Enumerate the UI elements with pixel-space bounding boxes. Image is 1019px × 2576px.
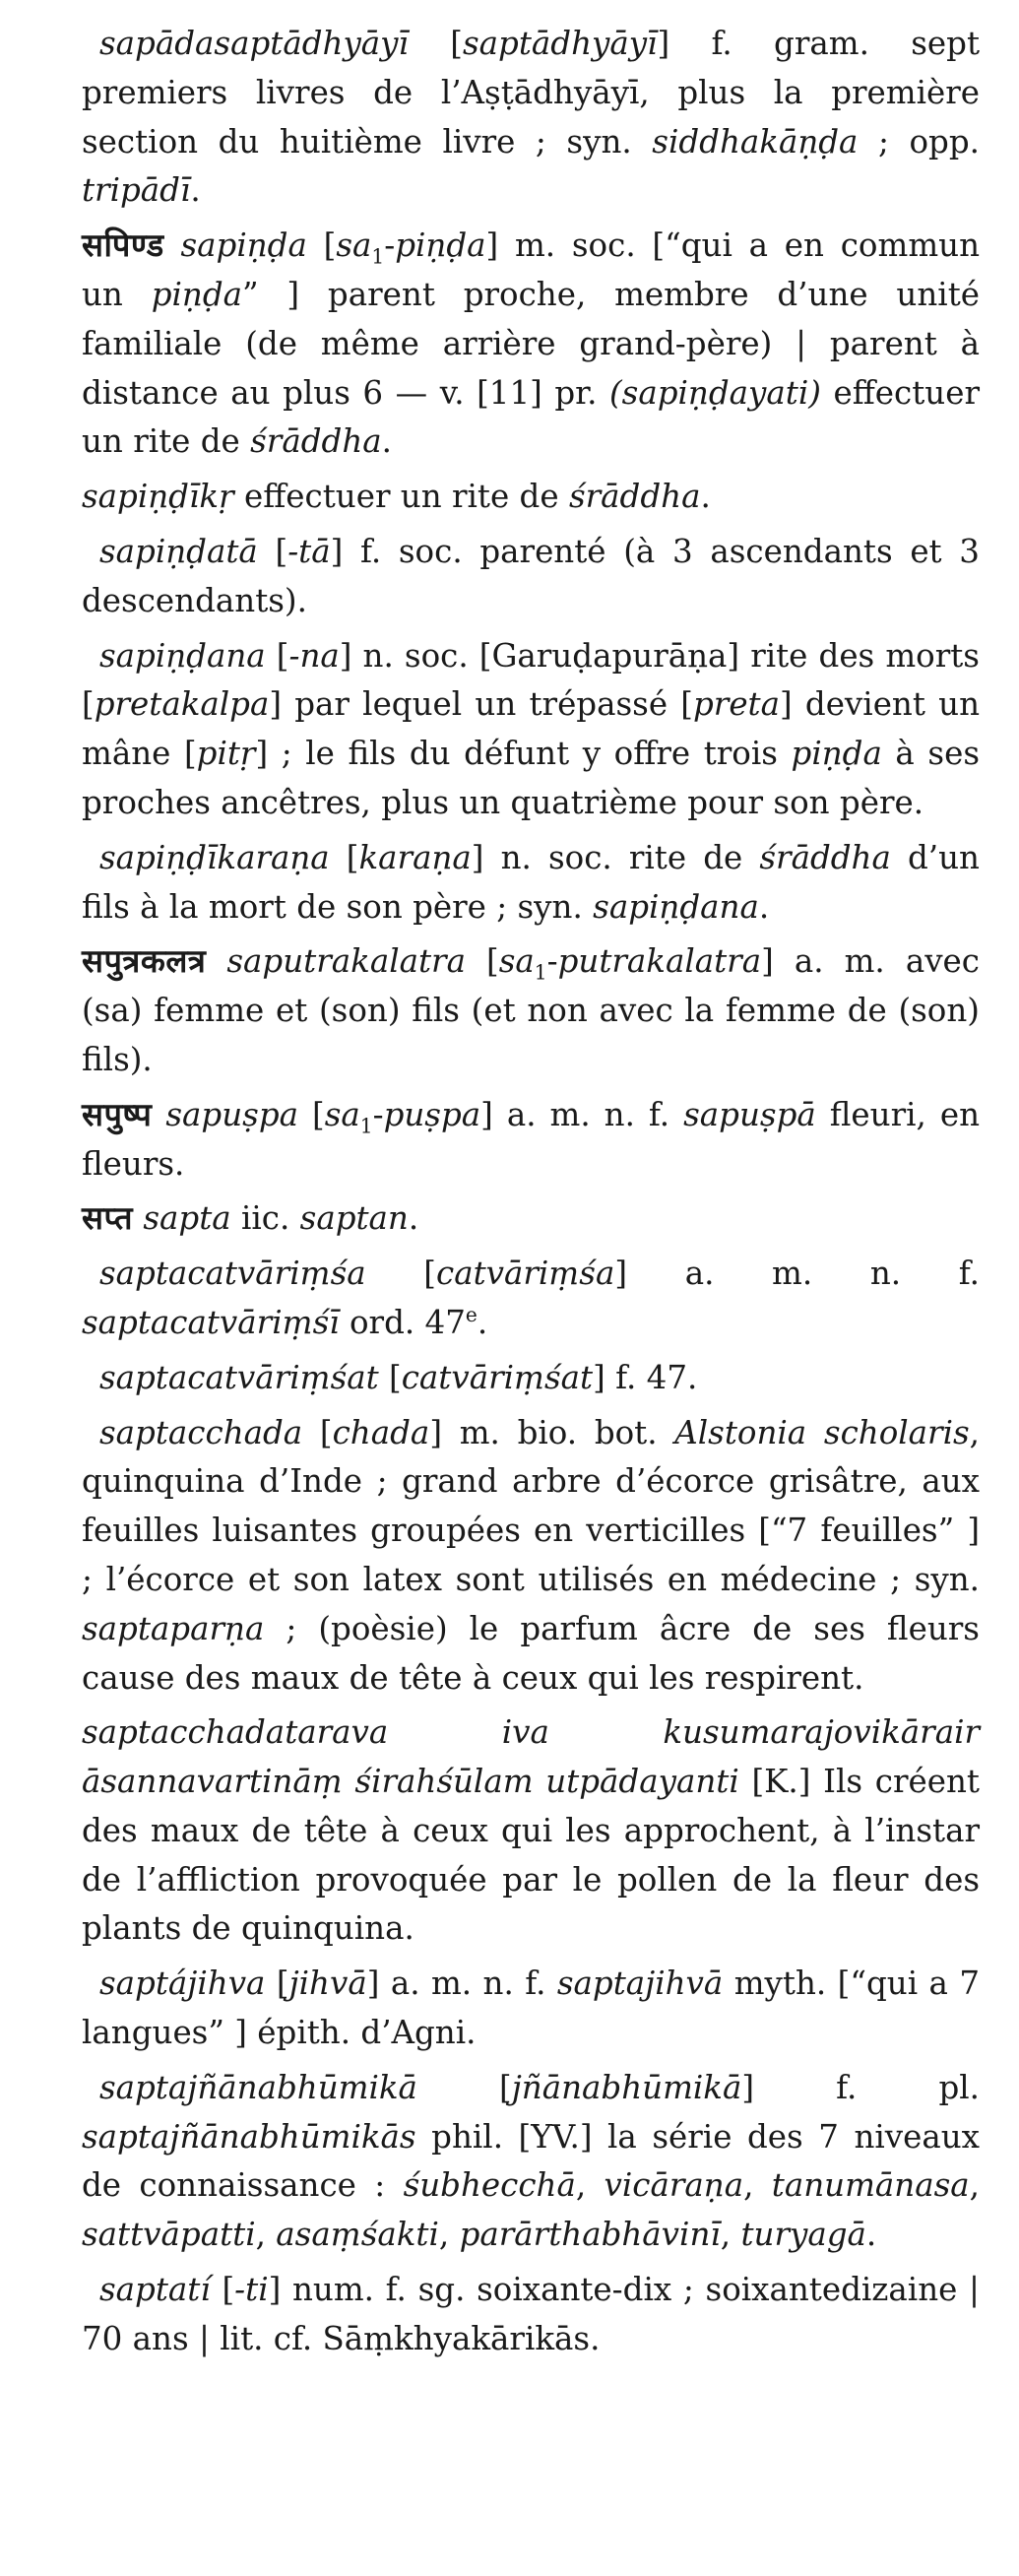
entry-text: saptacatvāriṃśat [catvāriṃśat] f. 47. <box>99 1358 698 1396</box>
entry-text: saptájihva [jihvā] a. m. n. f. saptajihvā myth. [“qui a 7 langues” ] épith. d’Agni. <box>82 1964 980 2052</box>
dictionary-entry-sapindana <box>82 632 980 828</box>
entry-text: सप्त sapta iic. saptan. <box>82 1199 419 1238</box>
entry-text: saptatí [-ti] num. f. sg. soixante-dix ; soixantedizaine | 70 ans | lit. cf. Sāṃkhyakārikās. <box>82 2271 981 2357</box>
dictionary-entry-saputrakalatra <box>82 937 980 1084</box>
dictionary-entry-sapuspa <box>82 1091 980 1190</box>
dictionary-entry-saptacatvarimsat <box>82 1354 980 1403</box>
dictionary-entry-sapindikarana <box>82 834 980 933</box>
entry-text: sapiṇḍana [-na] n. soc. [Garuḍapurāṇa] rite des morts [pretakalpa] par lequel un trépassé [preta] devient un mâne [pitṛ] ; le fils du défunt y offre trois piṇḍa à ses proches ancêtres, plus un quatrième pour son père. <box>82 636 980 821</box>
entry-text: saptajñānabhūmikā [jñānabhūmikā] f. pl. saptajñānabhūmikās phil. [YV.] la série des 7 niveaux de connaissance : śubhecchā, vicāraṇa, tanumānasa, sattvāpatti, asaṃśakti, parārthabhāvinī, turyagā. <box>82 2068 980 2254</box>
dictionary-entry-sapinda <box>82 222 980 467</box>
devanagari-headword: सपुत्रकलत्र <box>82 942 207 981</box>
entry-text: sapiṇḍīkṛ effectuer un rite de śrāddha. <box>82 478 711 516</box>
entry-text: sapiṇḍīkaraṇa [karaṇa] n. soc. rite de śrāddha d’un fils à la mort de son père ; syn. sapiṇḍana. <box>82 838 980 926</box>
dictionary-entry-saptacchada-quote <box>82 1708 980 1954</box>
dictionary-entry-saptajihva <box>82 1960 980 2058</box>
entry-text: sapādasaptādhyāyī [saptādhyāyī] f. gram. sept premiers livres de l’Aṣṭādhyāyī, plus la première section du huitième livre ; syn. siddhakāṇḍa ; opp. tripādī. <box>82 25 981 210</box>
dictionary-entry-sapindikr <box>82 473 980 522</box>
entry-text: saptacchadatarava iva kusumarajovikārair āsannavartināṃ śirahśūlam utpādayanti [K.] Ils créent des maux de tête à ceux qui les approchent, à l’instar de l’affliction provoquée par le pollen de la fleur des plants de quinquina. <box>82 1713 980 1948</box>
dictionary-entry-sapindata <box>82 528 980 626</box>
entry-text: सपुत्रकलत्र saputrakalatra $[sa_1-putrakalatra]$ a. m. avec (sa) femme et (son) fils (et non avec la femme de (son) fils). <box>82 942 980 1078</box>
entry-list <box>82 20 980 2364</box>
devanagari-headword: सपिण्ड <box>82 226 164 265</box>
dictionary-entry-saptajnanabhumika <box>82 2064 980 2260</box>
entry-text: सपुष्प sapuṣpa $[sa_1-puṣpa]$ a. m. n. f. sapuṣpā fleuri, en fleurs. <box>82 1095 981 1183</box>
dictionary-entry-saptati <box>82 2266 980 2364</box>
dictionary-entry-sapta <box>82 1194 980 1244</box>
dictionary-entry-saptacchada <box>82 1409 980 1704</box>
entry-text: saptacatvāriṃśa [catvāriṃśa] a. m. n. f. saptacatvāriṃśī ord. 47e. <box>82 1255 981 1341</box>
devanagari-headword: सप्त <box>82 1199 134 1238</box>
dictionary-entry-saptacatvarimsa <box>82 1250 980 1348</box>
dictionary-entry-sapadasaptadhyayi <box>82 20 980 216</box>
devanagari-headword: सपुष्प <box>82 1095 153 1133</box>
entry-text: saptacchada [chada] m. bio. bot. Alstonia scholaris, quinquina d’Inde ; grand arbre d’écorce grisâtre, aux feuilles luisantes groupées en verticilles [“7 feuilles” ] ; l’écorce et son latex sont utilisés en médecine ; syn. saptaparṇa ; (poèsie) le parfum âcre de ses fleurs cause des maux de tête à ceux qui les respirent. <box>82 1413 980 1697</box>
entry-text: सपिण्ड sapiṇḍa $[sa_1-piṇḍa]$ m. soc. [“qui a en commun un piṇḍa” ] parent proche, membre d’une unité familiale (de même arrière grand-père) | parent à distance au plus 6 — v. [11] pr. (sapiṇḍayati) effectuer un rite de śrāddha. <box>82 226 980 461</box>
entry-text: sapiṇḍatā [-tā] f. soc. parenté (à 3 ascendants et 3 descendants). <box>82 532 980 619</box>
